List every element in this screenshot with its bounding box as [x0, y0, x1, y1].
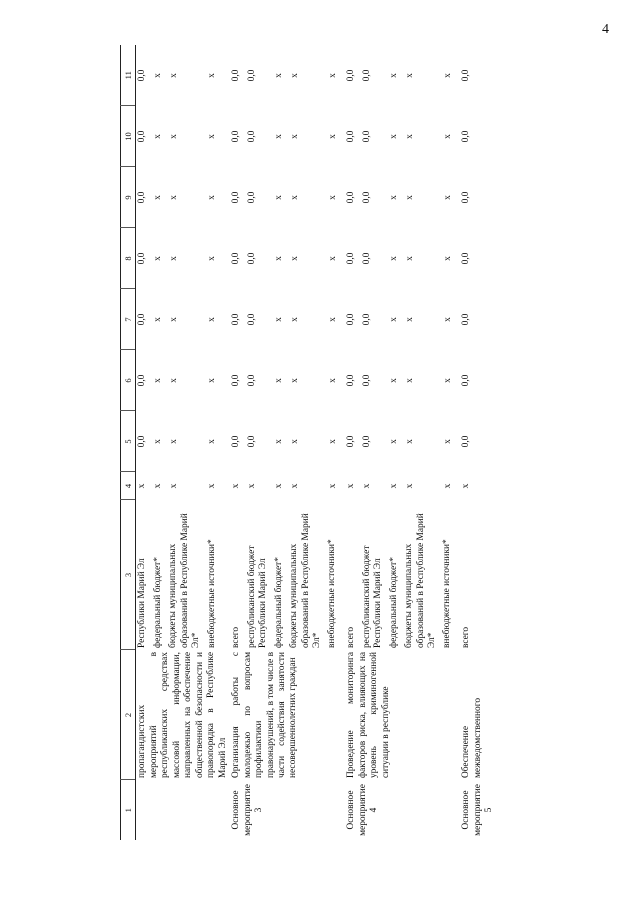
- value-cell: 0,0: [346, 191, 357, 204]
- value-cell: 0,0: [247, 191, 258, 204]
- event-description: Организация работы с молодежью по вопросам профилактики правонарушений, в том числе в части содействия занятости несовершеннолетних граждан: [231, 652, 299, 778]
- funding-source-name: всего: [461, 626, 472, 648]
- value-cell: x: [328, 317, 339, 322]
- value-cell: x: [169, 483, 180, 489]
- value-cell: 0,0: [461, 69, 472, 82]
- event-name: Основное мероприятие 3: [231, 784, 265, 836]
- value-column-4: [136, 472, 230, 500]
- value-cell: x: [443, 73, 454, 78]
- value-column-5: [460, 411, 496, 472]
- event-name: Основное мероприятие 4: [346, 784, 380, 836]
- value-cell: x: [207, 73, 218, 78]
- column-header-6: 6: [121, 350, 136, 411]
- funding-sources: [460, 500, 496, 650]
- value-cell: 0,0: [231, 130, 242, 143]
- funding-source-name: внебюджетные источники*: [327, 539, 338, 648]
- value-cell: 0,0: [461, 130, 472, 143]
- value-cell: 0,0: [247, 313, 258, 326]
- column-header-4: 4: [121, 472, 136, 500]
- value-cell: 0,0: [231, 313, 242, 326]
- value-cell: x: [405, 378, 416, 383]
- value-cell: 0,0: [461, 374, 472, 387]
- value-cell: x: [389, 378, 400, 383]
- value-cell: 0,0: [346, 313, 357, 326]
- value-cell: 0,0: [461, 313, 472, 326]
- value-column-6: [345, 350, 460, 411]
- value-cell: x: [290, 439, 301, 444]
- funding-sources: [230, 500, 345, 650]
- value-cell: x: [389, 483, 400, 489]
- value-column-6: [136, 350, 230, 411]
- value-cell: x: [405, 439, 416, 444]
- event-name: [136, 780, 230, 840]
- value-column-5: [345, 411, 460, 472]
- value-cell: 0,0: [346, 435, 357, 448]
- value-cell: x: [274, 256, 285, 261]
- value-cell: x: [153, 483, 164, 489]
- value-cell: 0,0: [362, 313, 373, 326]
- value-cell: x: [290, 317, 301, 322]
- funding-source-name: внебюджетные источники*: [206, 539, 217, 648]
- value-cell: x: [274, 134, 285, 139]
- value-cell: 0,0: [362, 435, 373, 448]
- table-row: [460, 45, 496, 840]
- value-cell: x: [443, 256, 454, 261]
- value-cell: x: [137, 483, 148, 489]
- value-cell: 0,0: [231, 69, 242, 82]
- value-column-7: [460, 289, 496, 350]
- value-cell: x: [290, 378, 301, 383]
- value-column-5: [136, 411, 230, 472]
- value-column-6: [460, 350, 496, 411]
- funding-sources: [345, 500, 460, 650]
- funding-source-name: внебюджетные источники*: [442, 539, 453, 648]
- value-cell: x: [443, 378, 454, 383]
- value-cell: x: [274, 317, 285, 322]
- value-cell: x: [274, 378, 285, 383]
- funding-source-name: бюджеты муниципальных образований в Республике Марий Эл*: [289, 513, 322, 648]
- value-cell: x: [207, 134, 218, 139]
- value-cell: x: [153, 439, 164, 444]
- table-row: [136, 45, 230, 840]
- funding-source-name: республиканский бюджет Республики Марий Эл: [361, 545, 384, 648]
- column-header-10: 10: [121, 106, 136, 167]
- column-header-11: 11: [121, 45, 136, 106]
- value-cell: x: [461, 483, 472, 489]
- value-cell: 0,0: [461, 435, 472, 448]
- value-column-8: [460, 228, 496, 289]
- value-column-8: [136, 228, 230, 289]
- value-cell: x: [153, 73, 164, 78]
- value-cell: x: [169, 439, 180, 444]
- value-cell: x: [328, 134, 339, 139]
- value-cell: 0,0: [137, 191, 148, 204]
- value-cell: x: [169, 134, 180, 139]
- value-cell: 0,0: [137, 252, 148, 265]
- value-cell: x: [405, 73, 416, 78]
- value-column-10: [136, 106, 230, 167]
- landscape-content: [120, 45, 530, 840]
- value-cell: 0,0: [247, 435, 258, 448]
- funding-sources: [136, 500, 230, 650]
- value-cell: 0,0: [137, 435, 148, 448]
- value-column-10: [460, 106, 496, 167]
- funding-source-name: всего: [231, 626, 242, 648]
- value-cell: 0,0: [231, 191, 242, 204]
- financing-table: [120, 45, 497, 840]
- value-cell: 0,0: [137, 313, 148, 326]
- column-header-8: 8: [121, 228, 136, 289]
- value-cell: x: [443, 483, 454, 489]
- value-column-9: [460, 167, 496, 228]
- value-cell: x: [389, 134, 400, 139]
- event-name: Основное мероприятие 5: [461, 784, 495, 836]
- funding-source-name: федеральный бюджет*: [273, 557, 284, 648]
- page-number: 4: [602, 22, 609, 37]
- value-cell: x: [207, 317, 218, 322]
- value-cell: 0,0: [247, 69, 258, 82]
- value-cell: 0,0: [247, 252, 258, 265]
- column-header-9: 9: [121, 167, 136, 228]
- value-cell: 0,0: [231, 435, 242, 448]
- value-cell: x: [443, 317, 454, 322]
- value-cell: 0,0: [362, 374, 373, 387]
- table-row: [230, 45, 345, 840]
- value-cell: x: [153, 317, 164, 322]
- value-cell: 0,0: [346, 130, 357, 143]
- value-column-11: [136, 45, 230, 106]
- table-row: [345, 45, 460, 840]
- value-cell: 0,0: [137, 130, 148, 143]
- value-cell: x: [274, 483, 285, 489]
- value-cell: x: [443, 439, 454, 444]
- value-column-4: [460, 472, 496, 500]
- column-header-5: 5: [121, 411, 136, 472]
- value-cell: x: [274, 195, 285, 200]
- value-cell: x: [328, 73, 339, 78]
- value-cell: x: [153, 378, 164, 383]
- value-cell: x: [290, 73, 301, 78]
- value-cell: x: [443, 134, 454, 139]
- funding-source-name: федеральный бюджет*: [388, 557, 399, 648]
- column-header-1: 1: [121, 780, 136, 840]
- value-cell: x: [346, 483, 357, 489]
- header-row: [121, 45, 136, 840]
- value-cell: x: [389, 73, 400, 78]
- value-column-10: [230, 106, 345, 167]
- value-cell: x: [169, 256, 180, 261]
- value-column-11: [460, 45, 496, 106]
- value-cell: x: [207, 256, 218, 261]
- value-cell: 0,0: [362, 191, 373, 204]
- value-cell: x: [290, 483, 301, 489]
- value-cell: x: [389, 317, 400, 322]
- value-column-7: [136, 289, 230, 350]
- value-cell: 0,0: [362, 69, 373, 82]
- value-cell: 0,0: [231, 374, 242, 387]
- value-cell: 0,0: [362, 252, 373, 265]
- column-header-2: 2: [121, 650, 136, 780]
- value-cell: x: [274, 439, 285, 444]
- value-cell: x: [362, 483, 373, 489]
- value-cell: 0,0: [346, 374, 357, 387]
- value-cell: x: [443, 195, 454, 200]
- value-cell: 0,0: [247, 374, 258, 387]
- column-header-7: 7: [121, 289, 136, 350]
- value-column-8: [345, 228, 460, 289]
- value-cell: 0,0: [461, 252, 472, 265]
- value-cell: x: [328, 256, 339, 261]
- value-cell: x: [389, 256, 400, 261]
- value-cell: x: [169, 378, 180, 383]
- value-column-9: [136, 167, 230, 228]
- value-cell: x: [405, 256, 416, 261]
- value-column-7: [230, 289, 345, 350]
- value-cell: x: [405, 483, 416, 489]
- value-cell: x: [328, 483, 339, 489]
- value-cell: x: [207, 439, 218, 444]
- value-cell: x: [328, 439, 339, 444]
- value-cell: x: [389, 195, 400, 200]
- value-cell: x: [328, 195, 339, 200]
- value-cell: x: [169, 195, 180, 200]
- column-header-3: 3: [121, 500, 136, 650]
- funding-source-name: бюджеты муниципальных образований в Республике Марий Эл*: [404, 513, 437, 648]
- value-column-9: [230, 167, 345, 228]
- value-cell: x: [153, 256, 164, 261]
- value-column-5: [230, 411, 345, 472]
- value-cell: x: [153, 134, 164, 139]
- value-cell: x: [207, 378, 218, 383]
- value-column-6: [230, 350, 345, 411]
- value-column-11: [230, 45, 345, 106]
- value-cell: 0,0: [346, 252, 357, 265]
- value-cell: x: [207, 195, 218, 200]
- value-cell: 0,0: [137, 374, 148, 387]
- value-cell: 0,0: [137, 69, 148, 82]
- table-body: [136, 45, 497, 840]
- value-cell: 0,0: [247, 130, 258, 143]
- value-column-4: [230, 472, 345, 500]
- value-cell: 0,0: [362, 130, 373, 143]
- value-cell: x: [290, 195, 301, 200]
- value-column-11: [345, 45, 460, 106]
- value-cell: x: [247, 483, 258, 489]
- value-cell: x: [231, 483, 242, 489]
- value-cell: x: [389, 439, 400, 444]
- value-cell: 0,0: [346, 69, 357, 82]
- value-cell: x: [207, 483, 218, 489]
- value-column-4: [345, 472, 460, 500]
- funding-source-name: всего: [346, 626, 357, 648]
- value-column-9: [345, 167, 460, 228]
- value-cell: x: [169, 317, 180, 322]
- value-cell: x: [153, 195, 164, 200]
- value-cell: x: [405, 134, 416, 139]
- funding-source-name: Республики Марий Эл: [137, 558, 148, 648]
- value-cell: 0,0: [461, 191, 472, 204]
- value-cell: x: [274, 73, 285, 78]
- value-column-7: [345, 289, 460, 350]
- value-cell: x: [405, 195, 416, 200]
- value-cell: x: [290, 134, 301, 139]
- value-column-10: [345, 106, 460, 167]
- value-cell: 0,0: [231, 252, 242, 265]
- value-column-8: [230, 228, 345, 289]
- event-description: Проведение мониторинга факторов риска, влияющих на уровень криминогенной ситуации в республике: [346, 652, 391, 778]
- funding-source-name: федеральный бюджет*: [152, 557, 163, 648]
- value-cell: x: [169, 73, 180, 78]
- value-cell: x: [405, 317, 416, 322]
- event-description: Обеспечение межведомственного: [461, 697, 483, 778]
- value-cell: x: [290, 256, 301, 261]
- funding-source-name: республиканский бюджет Республики Марий Эл: [246, 545, 269, 648]
- value-cell: x: [328, 378, 339, 383]
- event-description: пропагандистских мероприятий в республиканских средствах массовой информации, направленных на обеспечение общественной безопасности и правопорядка в Республике Марий Эл: [137, 652, 228, 778]
- funding-source-name: бюджеты муниципальных образований в Республике Марий Эл*: [168, 513, 202, 648]
